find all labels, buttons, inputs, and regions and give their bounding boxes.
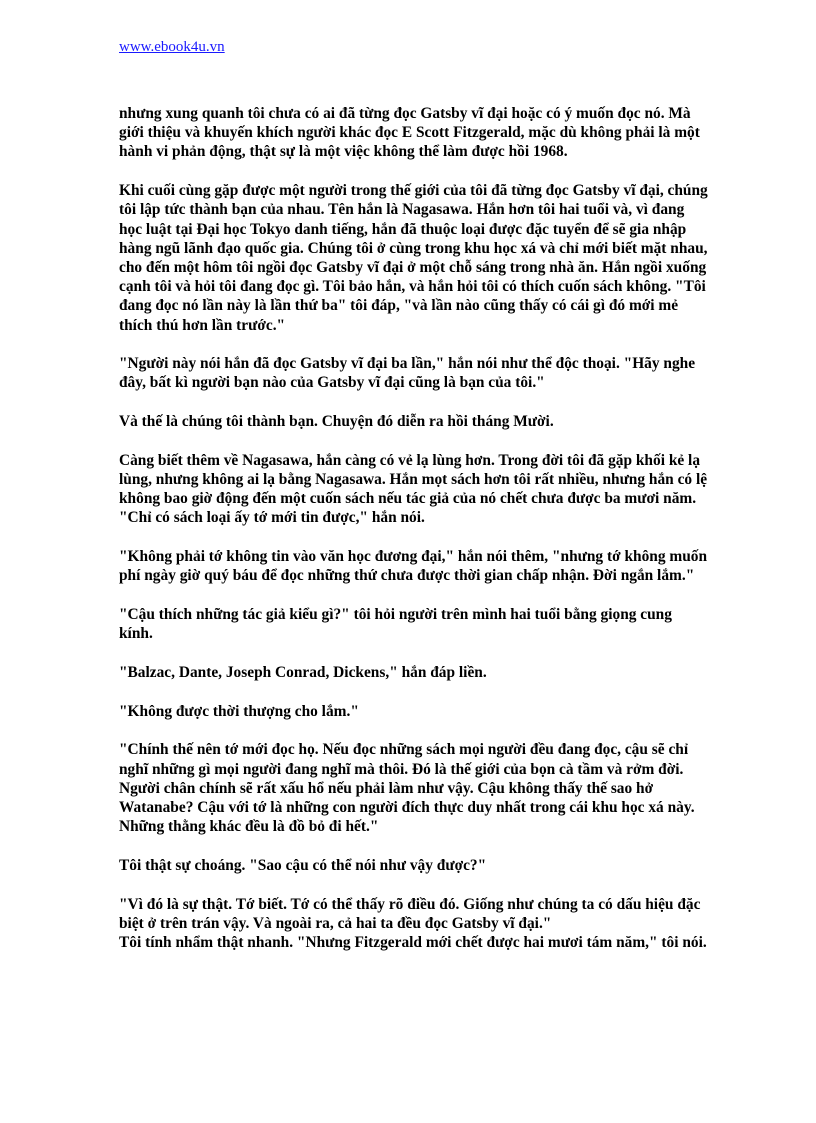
paragraph: "Chính thế nên tớ mới đọc họ. Nếu đọc những sách mọi người đều đang đọc, cậu sẽ chỉ nghĩ những gì mọi người đang nghĩ mà thôi. Đó là thế giới của bọn cà tầm và rởm đời. Người chân chính sẽ rất xấu hổ nếu phải làm như vậy. Cậu không thấy thế sao hở Watanabe? Cậu với tớ là những con người đích thực duy nhất trong cái khu học xá này. Những thằng khác đều là đồ bỏ đi hết." [119, 741, 695, 836]
paragraph: "Vì đó là sự thật. Tớ biết. Tớ có thể thấy rõ điều đó. Giống như chúng ta có dấu hiệu đặc biệt ở trên trán vậy. Và ngoài ra, cả hai ta đều đọc Gatsby vĩ đại." [119, 895, 701, 932]
paragraph: "Không được thời thượng cho lắm." [119, 702, 359, 720]
paragraph: Càng biết thêm về Nagasawa, hắn càng có vẻ lạ lùng hơn. Trong đời tôi đã gặp khối kẻ lạ lùng, nhưng không ai lạ bằng Nagasawa. Hắn mọt sách hơn tôi rất nhiều, nhưng hắn có lệ không bao giờ động đến một cuốn sách nếu tác giả của nó chết chưa được ba mươi năm. "Chỉ có sách loại ấy tớ mới tin được," hắn nói. [119, 451, 708, 527]
paragraph: nhưng xung quanh tôi chưa có ai đã từng đọc Gatsby vĩ đại hoặc có ý muốn đọc nó. Mà giới thiệu và khuyến khích người khác đọc E Scott Fitzgerald, mặc dù không phải là một hành vi phản động, thật sự là một việc không thể làm được hồi 1968. [119, 105, 700, 161]
paragraph: Tôi tính nhẩm thật nhanh. "Nhưng Fitzgerald mới chết được hai mươi tám năm," tôi nói. [119, 934, 707, 951]
paragraph: "Người này nói hắn đã đọc Gatsby vĩ đại ba lần," hắn nói như thể độc thoại. "Hãy nghe đây, bất kì người bạn nào của Gatsby vĩ đại cũng là bạn của tôi." [119, 355, 696, 392]
paragraph: "Không phải tớ không tin vào văn học đương đại," hắn nói thêm, "nhưng tớ không muốn phí ngày giờ quý báu để đọc những thứ chưa được thời gian chấp nhận. Đời ngắn lắm." [119, 548, 708, 585]
paragraph: Và thế là chúng tôi thành bạn. Chuyện đó diễn ra hồi tháng Mười. [119, 413, 554, 431]
paragraph: Tôi thật sự choáng. "Sao cậu có thể nói như vậy được?" [119, 856, 487, 874]
body-text [119, 104, 709, 972]
website-link[interactable]: www.ebook4u.vn [119, 39, 225, 55]
paragraph: Khi cuối cùng gặp được một người trong thế giới của tôi đã từng đọc Gatsby vĩ đại, chúng tôi lập tức thành bạn của nhau. Tên hắn là Nagasawa. Hắn hơn tôi hai tuổi và, vì đang học luật tại Đại học Tokyo danh tiếng, hắn đã thuộc loại được đặc tuyển để sẽ gia nhập hàng ngũ lãnh đạo quốc gia. Chúng tôi ở cùng trong khu học xá và chỉ mới biết mặt nhau, cho đến một hôm tôi ngồi đọc Gatsby vĩ đại ở một chỗ sáng trong nhà ăn. Hắn ngồi xuống cạnh tôi và hỏi tôi đang đọc gì. Tôi bảo hắn, và hắn hỏi tôi có thích cuốn sách không. "Tôi đang đọc nó lần này là lần thứ ba" tôi đáp, "và lần nào cũng thấy có cái gì đó mới mẻ thích thú hơn lần trước." [119, 182, 708, 334]
paragraph: "Cậu thích những tác giả kiểu gì?" tôi hỏi người trên mình hai tuổi bằng giọng cung kính. [119, 606, 672, 643]
paragraph: "Balzac, Dante, Joseph Conrad, Dickens," hắn đáp liền. [119, 663, 487, 681]
